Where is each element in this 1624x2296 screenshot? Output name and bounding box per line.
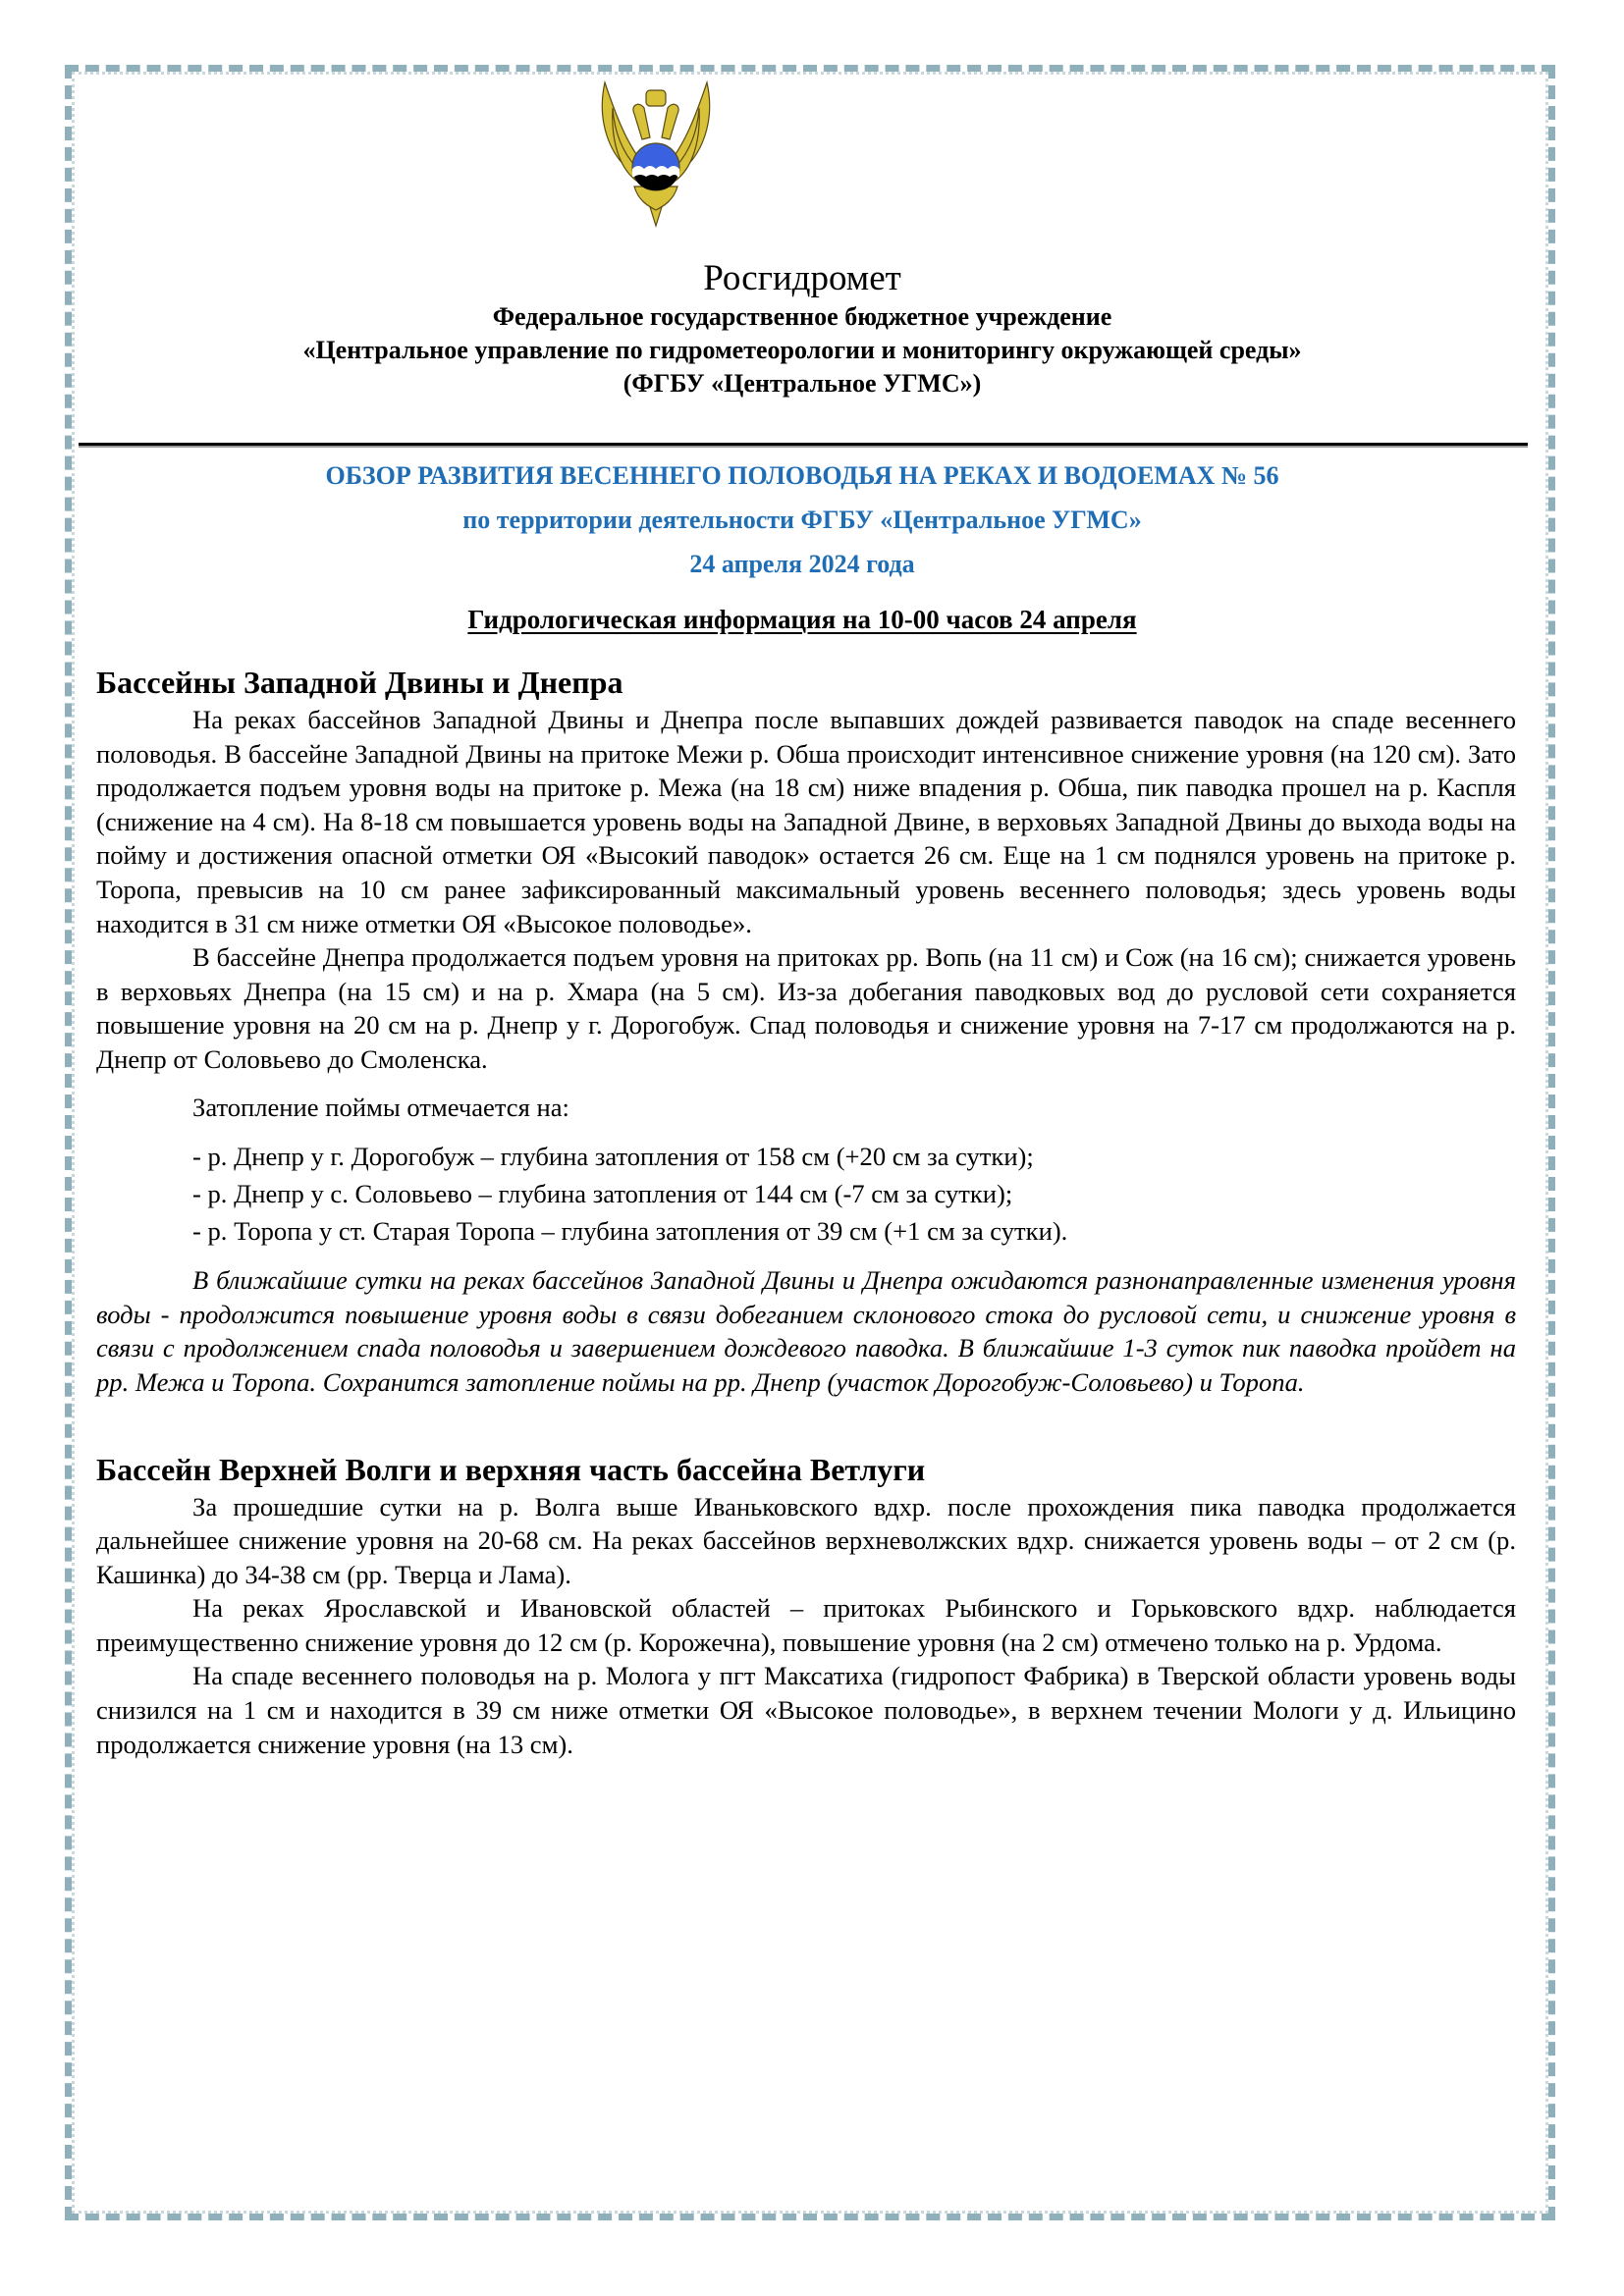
flood-list-item: - р. Днепр у г. Дорогобуж – глубина затопления от 158 см (+20 см за сутки); xyxy=(192,1142,1034,1172)
org-line-1: Федеральное государственное бюджетное учреждение xyxy=(492,302,1112,331)
document-body xyxy=(96,662,1516,1761)
report-date: 24 апреля 2024 года xyxy=(689,550,915,578)
organization-header xyxy=(79,257,1526,400)
org-line-2: «Центральное управление по гидрометеорологии и мониторингу окружающей среды» xyxy=(302,336,1302,364)
header-divider xyxy=(79,443,1528,446)
paragraph: За прошедшие сутки на р. Волга выше Иваньковского вдхр. после прохождения пика паводка продолжается дальнейшее снижение уровня на 20-68 см. На реках бассейнов верхневолжских вдхр. снижается уровень воды – от 2 см (р. Кашинка) до 34-38 см (рр. Тверца и Лама). xyxy=(96,1491,1516,1589)
flood-list-item: - р. Днепр у с. Соловьево – глубина затопления от 144 см (-7 см за сутки); xyxy=(192,1179,1013,1209)
paragraph: На спаде весеннего половодья на р. Молога у пгт Максатиха (гидропост Фабрика) в Тверской области уровень воды снизился на 1 см и находится в 39 см ниже отметки ОЯ «Высокое половодье», в верхнем течении Мологи у д. Ильицино продолжается снижение уровня (на 13 см). xyxy=(96,1661,1516,1759)
info-subheading xyxy=(79,601,1526,638)
report-title xyxy=(79,454,1526,586)
info-subheading-text: Гидрологическая информация на 10-00 часов 24 апреля xyxy=(467,605,1137,634)
paragraph: В бассейне Днепра продолжается подъем уровня на притоках рр. Вопь (на 11 см) и Сож (на 16 см); снижается уровень в верховьях Днепра (на 15 см) и на р. Хмара (на 5 см). Из-за добегания паводковых вод до русловой сети сохраняется повышение уровня на 20 см на р. Днепр у г. Дорогобуж. Спад половодья и снижение уровня на 7-17 см продолжаются на р. Днепр от Соловьево до Смоленска. xyxy=(96,942,1516,1074)
roshydromet-emblem-icon xyxy=(577,79,734,228)
paragraph: На реках бассейнов Западной Двины и Днепра после выпавших дождей развивается паводок на спаде весеннего половодья. В бассейне Западной Двины на притоке Межи р. Обша происходит интенсивное снижение уровня (на 120 см). Зато продолжается подъем уровня воды на притоке р. Межа (на 18 см) ниже впадения р. Обша, пик паводка прошел на р. Каспля (снижение на 4 см). На 8-18 см повышается уровень воды на Западной Двине, в верховьях Западной Двины до выхода воды на пойму и достижения опасной отметки ОЯ «Высокий паводок» остается 26 см. Еще на 1 см поднялся уровень на притоке р. Торопа, превысив на 10 см ранее зафиксированный максимальный уровень весеннего половодья; здесь уровень воды находится в 31 см ниже отметки ОЯ «Высокое половодье». xyxy=(96,705,1516,938)
paragraph: На реках Ярославской и Ивановской областей – притоках Рыбинского и Горьковского вдхр. наблюдается преимущественно снижение уровня до 12 см (р. Корожечна), повышение уровня (на 2 см) отмечено только на р. Урдома. xyxy=(96,1593,1516,1657)
agency-name: Росгидромет xyxy=(703,258,901,298)
flood-intro: Затопление поймы отмечается на: xyxy=(192,1092,569,1122)
flood-list-item: - р. Торопа у ст. Старая Торопа – глубина затопления от 39 см (+1 см за сутки). xyxy=(192,1216,1068,1247)
org-line-3: (ФГБУ «Центральное УГМС») xyxy=(623,369,982,398)
section-dvina-dnieper xyxy=(96,662,1516,1400)
section-title: Бассейн Верхней Волги и верхняя часть бассейна Ветлуги xyxy=(96,1451,926,1487)
report-title-line-2: по территории деятельности ФГБУ «Центральное УГМС» xyxy=(462,506,1142,534)
section-upper-volga xyxy=(96,1449,1516,1762)
section-title: Бассейны Западной Двины и Днепра xyxy=(96,665,623,700)
report-title-line-1: ОБЗОР РАЗВИТИЯ ВЕСЕННЕГО ПОЛОВОДЬЯ НА РЕКАХ И ВОДОЕМАХ № 56 xyxy=(325,461,1279,490)
forecast-paragraph: В ближайшие сутки на реках бассейнов Западной Двины и Днепра ожидаются разнонаправленные изменения уровня воды - продолжится повышение уровня воды в связи добеганием склонового стока до русловой сети, и снижение уровня в связи с продолжением спада половодья и завершением дождевого паводка. В ближайшие 1-3 суток пик паводка пройдет на рр. Межа и Торопа. Сохранится затопление поймы на рр. Днепр (участок Дорогобуж-Соловьево) и Торопа. xyxy=(96,1265,1516,1397)
